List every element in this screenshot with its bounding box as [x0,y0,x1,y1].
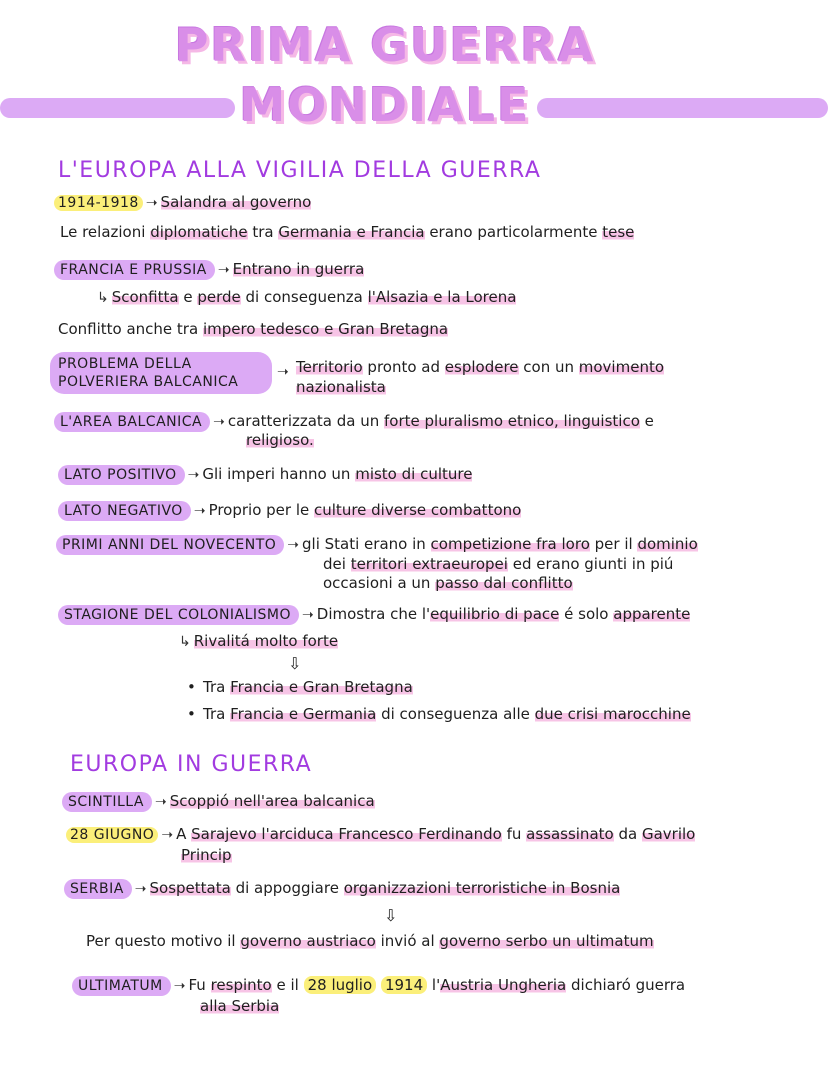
primi-line-3 [323,574,573,592]
highlight: Francia e Gran Bretagna [230,678,413,696]
highlight: governo austriaco [240,932,376,950]
arrow-right-icon: ➝ [154,794,167,810]
highlight: religioso. [246,431,314,449]
text: da [613,825,642,843]
text: é solo [559,605,614,623]
date-line [54,193,311,211]
arrow-right-icon: ➝ [277,364,289,380]
text: gli Stati erano in [302,535,431,553]
text: A [176,825,192,843]
highlight: nazionalista [296,378,386,396]
motivo-line [86,932,654,950]
text: fu [501,825,527,843]
francia-label: FRANCIA E PRUSSIA [54,260,215,280]
highlight: territori extraeuropei [350,555,508,573]
text: per il [589,535,638,553]
problema-label-line-1: PROBLEMA DELLA [58,356,192,372]
highlight: diplomatiche [150,223,248,241]
arrow-right-icon: ➝ [213,414,225,430]
text: erano particolarmente [424,223,603,241]
text: con un [518,358,579,376]
date-range: 1914-1918 [54,195,143,211]
text: Fu [188,976,211,994]
arrow-down-icon: ⇩ [288,654,302,673]
text: Le relazioni [60,223,151,241]
arrow-curved-icon: ↳ [97,290,109,306]
primi-line [56,535,698,553]
primi-line-2 [323,555,673,573]
highlight: equilibrio di pace [430,605,560,623]
arrow-right-icon: ➝ [302,607,314,623]
text: Dimostra che l' [316,605,431,623]
arrow-right-icon: ➝ [145,195,158,211]
area-line-2 [246,431,314,449]
text: Tra [203,678,231,696]
highlight: apparente [613,605,691,623]
rivalita-line [176,632,338,650]
text: ed erano giunti in piú [507,555,674,573]
text: pronto ad [362,358,445,376]
stagione-label: STAGIONE DEL COLONIALISMO [58,605,299,625]
title-bar-left [0,98,235,118]
highlight: dominio [637,535,698,553]
bullet-item [203,705,691,723]
positivo-label: LATO POSITIVO [58,465,185,485]
highlight: impero tedesco e Gran Bretagna [202,320,449,338]
highlight: respinto [210,976,272,994]
text: occasioni a un [323,574,436,592]
text: Conflitto anche tra [58,320,203,338]
scintilla-line [62,792,375,810]
text: tra [247,223,279,241]
text: l' [427,976,441,994]
text: dichiaró guerra [566,976,686,994]
highlight: Germania e Francia [278,223,425,241]
text: e [178,288,198,306]
text: Tra [203,705,231,723]
highlight: organizzazioni terroristiche in Bosnia [343,879,621,897]
highlight: forte pluralismo etnico, linguistico [384,412,640,430]
arrow-right-icon: ➝ [187,467,200,483]
arrow-right-icon: ➝ [287,537,300,553]
primi-label: PRIMI ANNI DEL NOVECENTO [56,535,284,555]
area-line [54,411,654,432]
arrow-right-icon: ➝ [193,503,206,519]
bullet-item [203,678,413,696]
text: Gli imperi hanno un [202,465,356,483]
arrow-right-icon: ➝ [134,881,147,897]
highlight: Sospettata [149,879,231,897]
francia-line [54,260,364,278]
highlight: assassinato [526,825,614,843]
scintilla-label: SCINTILLA [62,792,152,812]
highlight: alla Serbia [200,997,280,1015]
serbia-line [64,879,620,897]
negativo-line [58,501,521,519]
arrow-right-icon: ➝ [173,978,186,994]
title-line-2: MONDIALE [239,78,531,132]
highlight: esplodere [444,358,519,376]
ultimatum-label: ULTIMATUM [72,976,171,996]
arrow-down-icon: ⇩ [384,906,398,925]
highlight: Francia e Germania [230,705,377,723]
problema-text [296,357,664,397]
relations-line [60,223,634,241]
highlight: l'Alsazia e la Lorena [367,288,517,306]
giugno-label: 28 GIUGNO [66,827,158,843]
highlight: competizione fra loro [430,535,590,553]
giugno-line-2 [181,846,232,864]
highlight: Territorio [296,358,363,376]
highlight: due crisi marocchine [534,705,691,723]
serbia-label: SERBIA [64,879,132,899]
text: dei [323,555,351,573]
highlight: governo serbo un ultimatum [439,932,654,950]
highlight: tese [602,223,635,241]
text: invió al [375,932,440,950]
scintilla-text: Scoppió nell'area balcanica [169,792,375,810]
text: Per questo motivo il [86,932,241,950]
stagione-line [58,605,690,623]
highlight: movimento [578,358,665,376]
positivo-line [58,465,472,483]
ultimatum-line-2 [200,997,279,1015]
sconfitta-line [94,288,516,306]
arrow-right-icon: ➝ [161,827,174,843]
text: Proprio per le [208,501,315,519]
text: caratterizzata da un [227,412,385,430]
highlight: Austria Ungheria [440,976,567,994]
arrow-right-icon: ➝ [217,262,230,278]
ultimatum-line [72,976,685,994]
highlight: misto di culture [355,465,473,483]
highlight: culture diverse combattono [314,501,522,519]
highlight: perde [197,288,241,306]
giugno-line [66,825,695,843]
title-line-1: PRIMA GUERRA [174,18,596,72]
highlight: Gavrilo [641,825,696,843]
section-heading-europa-vigilia: L'EUROPA ALLA VIGILIA DELLA GUERRA [58,158,542,183]
area-label: L'AREA BALCANICA [54,412,210,432]
date-highlight: 28 luglio [304,976,377,994]
section-heading-europa-guerra: EUROPA IN GUERRA [70,752,313,777]
text: di conseguenza [240,288,368,306]
problema-label-line-2: POLVERIERA BALCANICA [58,374,239,390]
title-bar-right [537,98,828,118]
conflitto-line [58,320,448,338]
highlight: passo dal conflitto [435,574,573,592]
highlight: Sconfitta [111,288,179,306]
text: di appoggiare [230,879,344,897]
text: di conseguenza alle [376,705,535,723]
date-text: Salandra al governo [160,193,312,211]
rivalita-text: Rivalitá molto forte [193,632,339,650]
text: e [639,412,654,430]
highlight: Sarajevo l'arciduca Francesco Ferdinando [191,825,502,843]
arrow-curved-icon: ↳ [179,634,191,650]
highlight: Princip [181,846,232,864]
text: e il [271,976,304,994]
problema-label [50,352,272,394]
date-highlight: 1914 [381,976,427,994]
negativo-label: LATO NEGATIVO [58,501,191,521]
francia-text: Entrano in guerra [232,260,365,278]
